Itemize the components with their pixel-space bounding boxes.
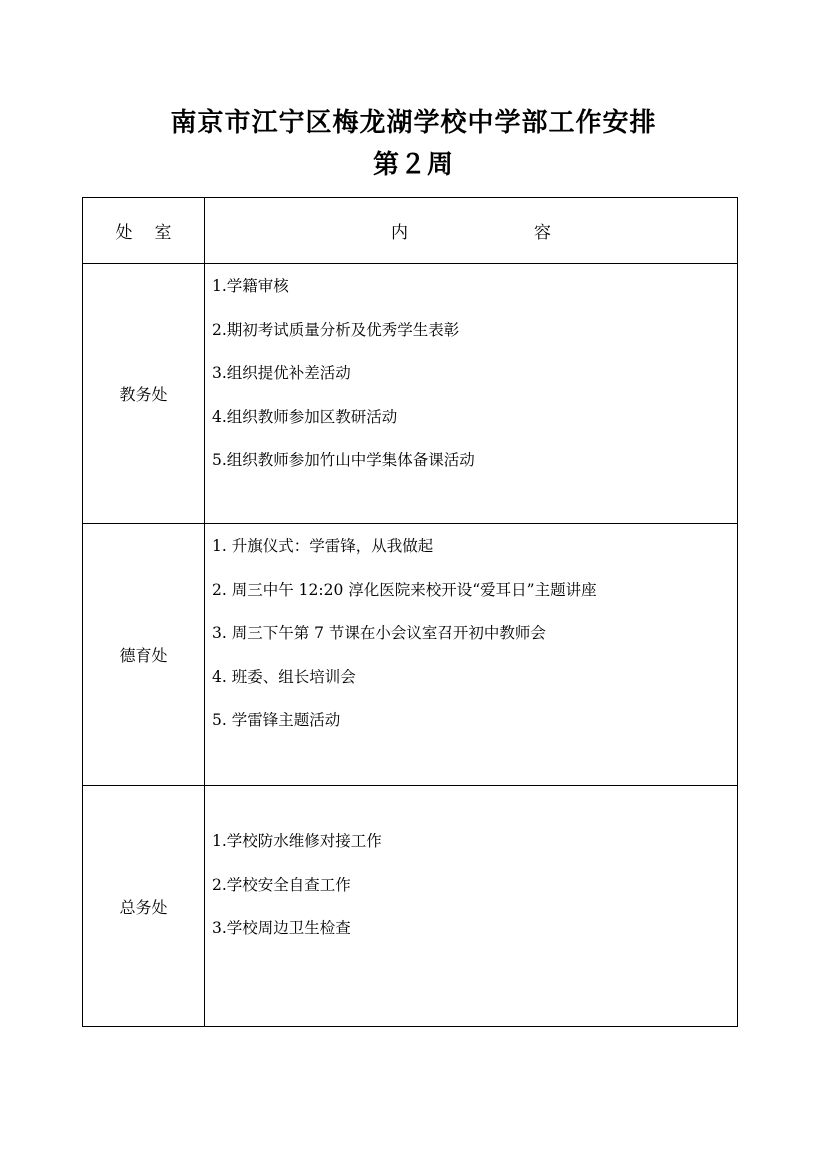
department-cell: 教务处 [83,264,205,524]
header-department-char-1: 处 [115,223,133,243]
list-item: 1. 升旗仪式：学雷锋，从我做起 [212,537,434,555]
header-content-char-1: 内 [391,223,408,243]
list-item: 3. 周三下午第 7 节课在小会议室召开初中教师会 [212,624,546,642]
department-cell: 德育处 [83,524,205,786]
item-list [205,786,737,951]
table-row [83,524,738,786]
header-department [83,198,205,264]
schedule-table [82,197,738,1027]
table-row [83,786,738,1027]
document-title: 南京市江宁区梅龙湖学校中学部工作安排 [170,108,657,138]
table-header-row [83,198,738,264]
header-department-char-2: 室 [154,223,172,243]
header-content-char-2: 容 [534,223,551,243]
content-cell [205,786,738,1027]
item-list [205,524,737,743]
item-list [205,264,737,483]
list-item: 5. 学雷锋主题活动 [212,711,341,729]
list-item: 4.组织教师参加区教研活动 [212,407,398,426]
content-cell [205,524,738,786]
content-cell [205,264,738,524]
list-item: 2.学校安全自查工作 [212,875,351,894]
list-item: 4. 班委、组长培训会 [212,667,356,686]
department-cell: 总务处 [83,786,205,1027]
list-item: 1.学校防水维修对接工作 [212,832,382,850]
list-item: 1.学籍审核 [212,277,289,295]
list-item: 2. 周三中午 12:20 淳化医院来校开设“爱耳日”主题讲座 [212,580,597,599]
table-row [83,264,738,524]
header-content [205,198,738,264]
list-item: 3.组织提优补差活动 [212,364,351,382]
week-label: 第２周 [372,150,454,180]
list-item: 5.组织教师参加竹山中学集体备课活动 [212,451,475,469]
list-item: 2.期初考试质量分析及优秀学生表彰 [212,320,460,339]
list-item: 3.学校周边卫生检查 [212,919,351,937]
